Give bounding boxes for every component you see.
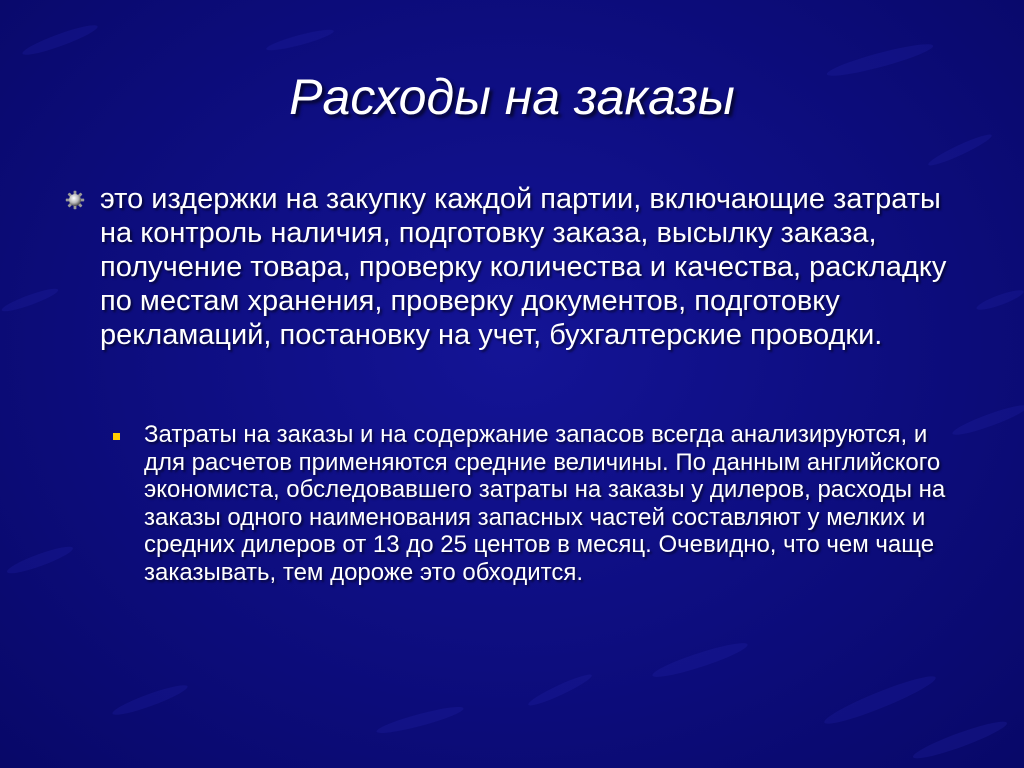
gear-bullet-icon <box>65 190 85 210</box>
main-bullet-text: это издержки на закупку каждой партии, включающие затраты на контроль наличия, подготовку заказа, высылку заказа, получение товара, проверку количества и качества, раскладку по местам хранения, проверку документов, подготовку рекламаций, постановку на учет, бухгалтерские проводки. <box>100 183 947 351</box>
slide-title: Расходы на заказы <box>289 69 735 125</box>
sub-bullet-text: Затраты на заказы и на содержание запасов всегда анализируются, и для расчетов применяются средние величины. По данным английского экономиста, обследовавшего затраты на заказы у дилеров, расходы на заказы одного наименования запасных частей составляют у мелких и средних дилеров от 13 до 25 центов в месяц. Очевидно, что чем чаще заказывать, тем дороже это обходится. <box>144 421 946 586</box>
square-bullet-icon <box>113 433 120 440</box>
